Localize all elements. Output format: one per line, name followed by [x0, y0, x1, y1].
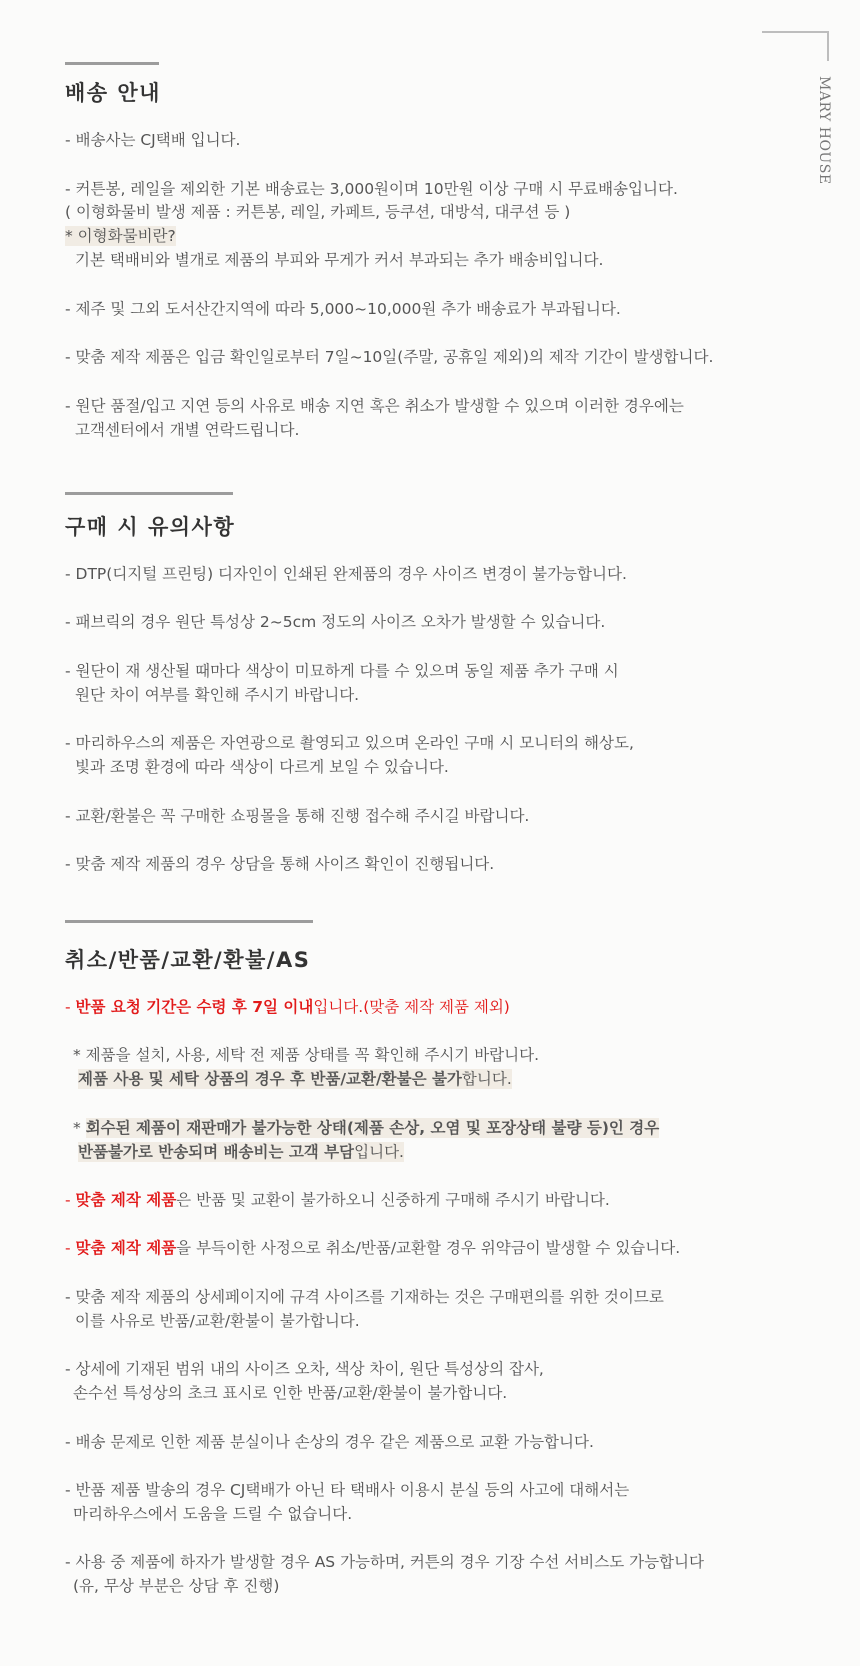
info-line: - 반품 제품 발송의 경우 CJ택배가 아닌 타 택배사 이용시 분실 등의 사고에 대해서는 [65, 1481, 630, 1499]
info-line: 마리하우스에서 도움을 드릴 수 없습니다. [73, 1505, 353, 1523]
info-line: 빛과 조명 환경에 따라 색상이 다르게 보일 수 있습니다. [75, 758, 449, 776]
info-line: - 맞춤 제작 제품의 상세페이지에 규격 사이즈를 기재하는 것은 구매편의를 위한 것이므로 [65, 1288, 664, 1306]
section-divider [65, 62, 159, 65]
info-line: - 사용 중 제품에 하자가 발생할 경우 AS 가능하며, 커튼의 경우 기장 수선 서비스도 가능합니다 [65, 1553, 704, 1571]
info-note: 반품불가로 반송되며 배송비는 고객 부담입니다. [78, 1143, 404, 1161]
section-title: 취소/반품/교환/환불/AS [65, 948, 311, 972]
info-note: * 회수된 제품이 재판매가 불가능한 상태(제품 손상, 오염 및 포장상태 불량 등)인 경우 [73, 1119, 660, 1137]
info-line: - 상세에 기재된 범위 내의 사이즈 오차, 색상 차이, 원단 특성상의 잡사, [65, 1360, 544, 1378]
info-line: - 패브릭의 경우 원단 특성상 2~5cm 정도의 사이즈 오차가 발생할 수 있습니다. [65, 613, 606, 631]
info-line: - DTP(디지털 프린팅) 디자인이 인쇄된 완제품의 경우 사이즈 변경이 불가능합니다. [65, 565, 627, 583]
custom-product-line: - 맞춤 제작 제품은 반품 및 교환이 불가하오니 신중하게 구매해 주시기 바랍니다. [65, 1191, 610, 1209]
info-line: 손수선 특성상의 초크 표시로 인한 반품/교환/환불이 불가합니다. [73, 1384, 508, 1402]
section-title: 배송 안내 [65, 81, 161, 105]
info-line: - 마리하우스의 제품은 자연광으로 촬영되고 있으며 온라인 구매 시 모니터의 해상도, [65, 734, 634, 752]
info-line: - 배송사는 CJ택배 입니다. [65, 131, 241, 149]
info-line: 고객센터에서 개별 연락드립니다. [75, 421, 300, 439]
info-line: - 맞춤 제작 제품은 입금 확인일로부터 7일~10일(주말, 공휴일 제외)의 제작 기간이 발생합니다. [65, 348, 714, 366]
info-line: * 제품을 설치, 사용, 세탁 전 제품 상태를 꼭 확인해 주시기 바랍니다. [73, 1046, 540, 1064]
info-line: ( 이형화물비 발생 제품 : 커튼봉, 레일, 카페트, 등쿠션, 대방석, 대쿠션 등 ) [65, 203, 571, 221]
return-policy-section [65, 920, 765, 1595]
info-line: - 맞춤 제작 제품의 경우 상담을 통해 사이즈 확인이 진행됩니다. [65, 855, 495, 873]
info-line: - 원단이 재 생산될 때마다 색상이 미묘하게 다를 수 있으며 동일 제품 추가 구매 시 [65, 662, 619, 680]
info-note: * 이형화물비란? [65, 227, 176, 245]
purchase-notice-section [65, 492, 765, 873]
info-note: 제품 사용 및 세탁 상품의 경우 후 반품/교환/환불은 불가합니다. [78, 1070, 512, 1088]
info-line: - 교환/환불은 꼭 구매한 쇼핑몰을 통해 진행 접수해 주시길 바랍니다. [65, 807, 530, 825]
info-line: (유, 무상 부분은 상담 후 진행) [73, 1577, 280, 1595]
return-period-line: - 반품 요청 기간은 수령 후 7일 이내입니다.(맞춤 제작 제품 제외) [65, 998, 510, 1016]
info-line: - 제주 및 그외 도서산간지역에 따라 5,000~10,000원 추가 배송료가 부과됩니다. [65, 300, 621, 318]
info-line: 기본 택배비와 별개로 제품의 부피와 무게가 커서 부과되는 추가 배송비입니다. [75, 251, 604, 269]
info-line: - 커튼봉, 레일을 제외한 기본 배송료는 3,000원이며 10만원 이상 구매 시 무료배송입니다. [65, 180, 678, 198]
custom-product-line: - 맞춤 제작 제품을 부득이한 사정으로 취소/반품/교환할 경우 위약금이 발생할 수 있습니다. [65, 1239, 681, 1257]
info-line: - 원단 품절/입고 지연 등의 사유로 배송 지연 혹은 취소가 발생할 수 있으며 이러한 경우에는 [65, 397, 684, 415]
section-title: 구매 시 유의사항 [65, 515, 236, 539]
corner-frame-decoration [762, 31, 829, 61]
section-divider [65, 920, 313, 923]
info-line: 이를 사유로 반품/교환/환불이 불가합니다. [75, 1312, 360, 1330]
shipping-info-section [65, 62, 765, 439]
info-line: 원단 차이 여부를 확인해 주시기 바랍니다. [75, 686, 360, 704]
section-divider [65, 492, 233, 495]
brand-logo-text: MARY HOUSE [816, 76, 832, 185]
info-line: - 배송 문제로 인한 제품 분실이나 손상의 경우 같은 제품으로 교환 가능합니다. [65, 1433, 594, 1451]
